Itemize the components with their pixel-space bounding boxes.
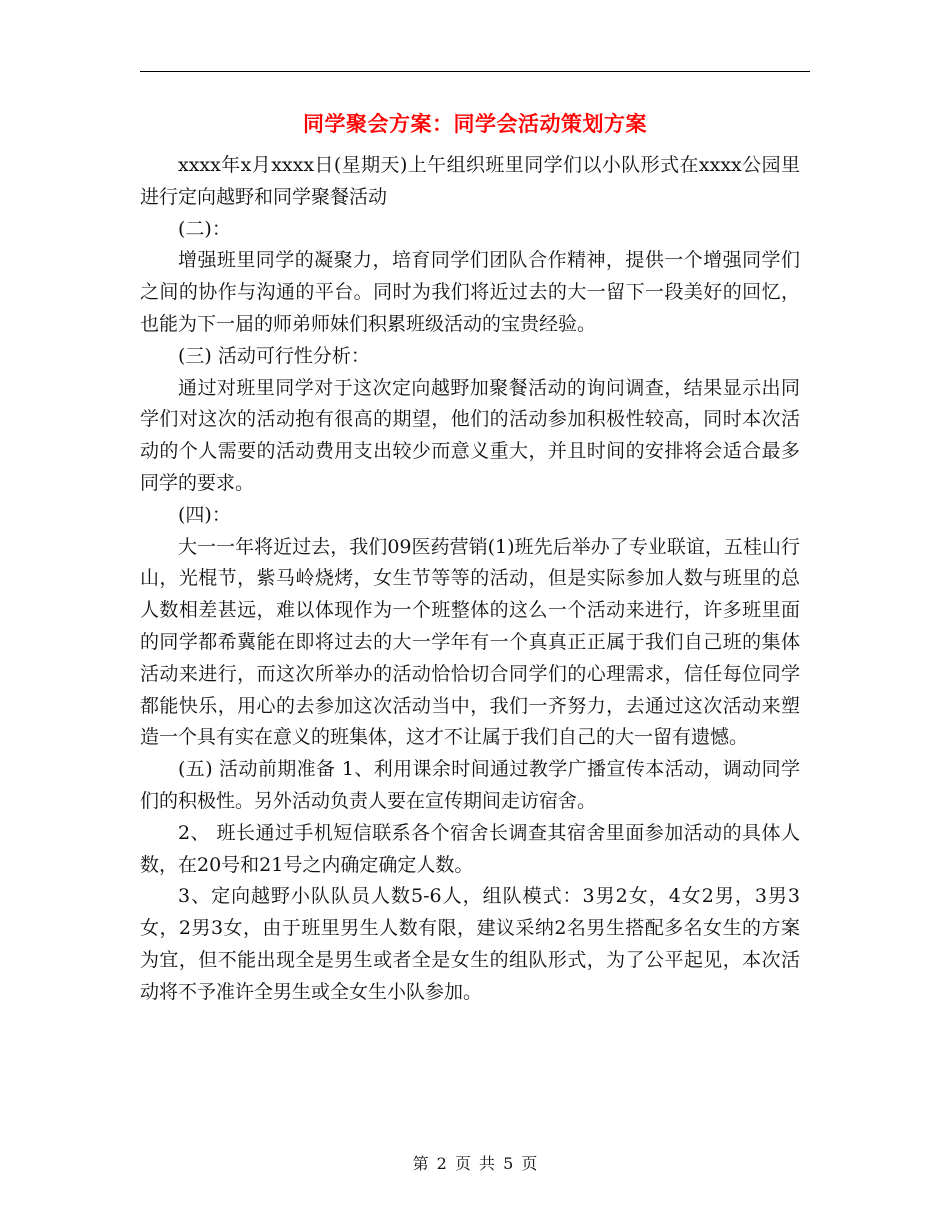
document-title: 同学聚会方案：同学会活动策划方案 <box>303 112 647 136</box>
paragraph-feasibility: 通过对班里同学对于这次定向越野加聚餐活动的询问调查，结果显示出同学们对这次的活动抱有很高的期望，他们的活动参加积极性较高，同时本次活动的个人需要的活动费用支出较少而意义重大，并且时间的安排将会适合最多同学的要求。 <box>140 376 800 494</box>
paragraph-background: 大一一年将近过去，我们09医药营销(1)班先后举办了专业联谊，五桂山行山，光棍节，紫马岭烧烤，女生节等等的活动，但是实际参加人数与班里的总人数相差甚远，难以体现作为一个班整体的这么一个活动来进行，许多班里面的同学都希冀能在即将过去的大一学年有一个真真正正属于我们自己班的集体活动来进行，而这次所举办的活动恰恰切合同学们的心理需求，信任每位同学都能快乐，用心的去参加这次活动当中，我们一齐努力，去通过这次活动来塑造一个具有实在意义的班集体，这才不让属于我们自己的大一留有遗憾。 <box>140 535 800 749</box>
paragraph-heading-2: (二)： <box>178 217 231 240</box>
header-rule <box>140 71 810 72</box>
paragraph-preparation-1: (五) 活动前期准备 1、利用课余时间通过教学广播宣传本活动，调动同学们的积极性。另外活动负责人要在宣传期间走访宿舍。 <box>140 758 800 812</box>
paragraph-heading-4: (四)： <box>178 503 231 526</box>
paragraph-preparation-3: 3、定向越野小队队员人数5-6人，组队模式：3男2女，4女2男，3男3女，2男3女，由于班里男生人数有限，建议采纳2名男生搭配多名女生的方案为宜，但不能出现全是男生或者全是女生的组队形式，为了公平起见，本次活动将不予准许全男生或全女生小队参加。 <box>140 885 800 1003</box>
paragraph-activity-time: xxxx年x月xxxx日(星期天)上午组织班里同学们以小队形式在xxxx公园里进行定向越野和同学聚餐活动 <box>140 154 800 208</box>
page-number-footer: 第 2 页 共 5 页 <box>412 1154 538 1173</box>
document-body <box>140 150 800 1009</box>
paragraph-purpose: 增强班里同学的凝聚力，培育同学们团队合作精神，提供一个增强同学们之间的协作与沟通的平台。同时为我们将近过去的大一留下一段美好的回忆，也能为下一届的师弟师妹们积累班级活动的宝贵经验。 <box>140 249 800 335</box>
paragraph-preparation-2: 2、 班长通过手机短信联系各个宿舍长调查其宿舍里面参加活动的具体人数，在20号和21号之内确定确定人数。 <box>140 821 800 876</box>
paragraph-heading-3: (三) 活动可行性分析： <box>178 344 370 367</box>
